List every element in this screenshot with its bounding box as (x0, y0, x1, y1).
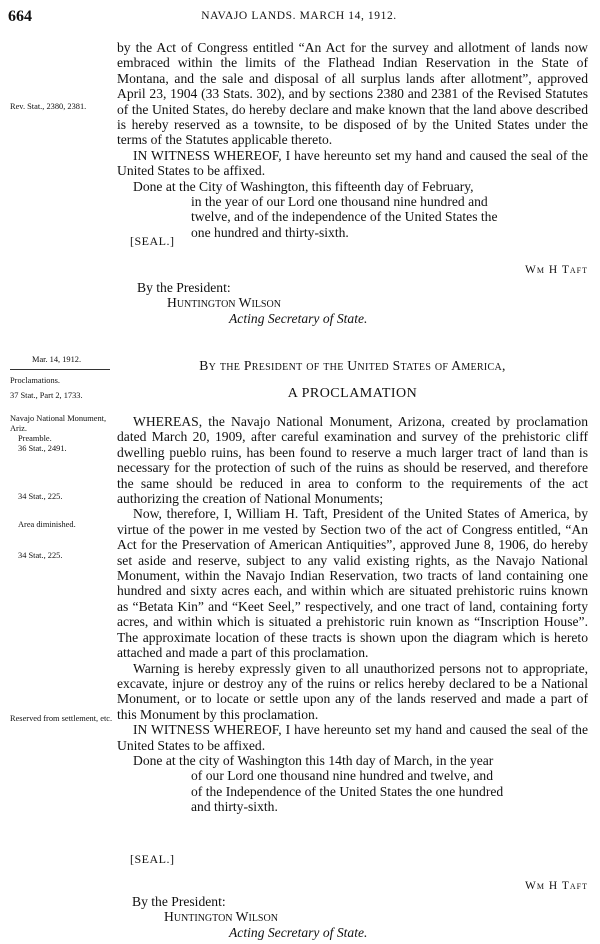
previous-proclamation-body (117, 40, 588, 240)
proclamation-title: A PROCLAMATION (287, 386, 418, 401)
margin-note-stat-36: 36 Stat., 2491. (18, 444, 67, 453)
by-president: By the President: (137, 280, 231, 295)
done-line: one hundred and thirty-sixth. (191, 224, 349, 240)
running-header (8, 8, 590, 26)
done-line: and thirty-sixth. (191, 799, 278, 815)
done-line: in the year of our Lord one thousand nine hundred and (191, 194, 488, 210)
done-line: of our Lord one thousand nine hundred and twelve, and (191, 768, 494, 784)
attestation (137, 280, 577, 326)
signature: Wm H Taft (525, 264, 588, 276)
secretary-name: Huntington Wilson (164, 909, 278, 925)
whereas-clause: WHEREAS, the Navajo National Monument, Arizona, created by proclamation dated March 20, 1909, after careful examination and survey of the prehistoric cliff dwelling pueblo ruins, has been found to reserve a much larger tract of land than is necessary for the protection of such of the ruins as should be reserved, and therefore the same should be reduced in area to conform to the requirements of the act authorizing the creation of National Monuments; (117, 414, 588, 507)
now-therefore-clause: Now, therefore, I, William H. Taft, President of the United States of America, by virtue of the power in me vested by Section two of the act of Congress entitled, “An Act for the Preservation of American Antiquities”, approved June 8, 1906, do hereby set aside and reserve, subject to any valid existing rights, as the Navajo National Monument, within the Navajo Indian Reservation, two tracts of land containing one hundred and sixty acres each, and within which are situated prehistoric ruins known as “Betata Kin” and “Keet Seel,” respectively, and one tract of land, containing forty acres, and within which is situated a prehistoric ruin known as “Inscription House”. The approximate location of these tracts is shown upon the diagram which is hereto attached and made a part of this proclamation. (117, 506, 588, 661)
margin-note-stat-37: 37 Stat., Part 2, 1733. (10, 391, 83, 400)
attestation (132, 894, 572, 925)
signature: Wm H Taft (525, 880, 588, 892)
done-line: twelve, and of the independence of the United States the (191, 209, 498, 225)
margin-note-reserved: Reserved from settlement, etc. (10, 714, 113, 723)
margin-note-preamble: Preamble. (18, 434, 52, 443)
proclamation-body (117, 414, 588, 815)
divider (10, 369, 110, 370)
done-line: Done at the City of Washington, this fifteenth day of February, (133, 178, 474, 194)
done-line: Done at the city of Washington this 14th day of March, in the year (133, 752, 494, 768)
done-line: of the Independence of the United States the one hundred (191, 783, 504, 799)
margin-note-date: Mar. 14, 1912. (32, 355, 82, 364)
secretary-title: Acting Secretary of State. (229, 310, 368, 326)
margin-note-rev-stat: Rev. Stat., 2380, 2381. (10, 102, 87, 111)
page-number: 664 (8, 8, 32, 25)
witness-clause: IN WITNESS WHEREOF, I have hereunto set my hand and caused the seal of the United States to be affixed. (117, 147, 588, 179)
running-title: NAVAJO LANDS. MARCH 14, 1912. (201, 10, 397, 22)
seal-mark: [SEAL.] (130, 852, 175, 866)
proclamation-heading: By the President of the United States of America, (199, 358, 506, 373)
margin-note-stat-34: 34 Stat., 225. (18, 551, 63, 560)
seal-mark: [SEAL.] (130, 234, 175, 248)
warning-clause: Warning is hereby expressly given to all unauthorized persons not to appropriate, excavate, injure or destroy any of the ruins or relics hereby declared to be a National Monument, or to locate or settle upon any of the lands reserved and made a part of this Monument by this proclamation. (117, 660, 588, 722)
margin-note-area: Area diminished. (18, 520, 76, 529)
paragraph-authority: by the Act of Congress entitled “An Act for the survey and allotment of lands now embraced within the limits of the Flathead Indian Reservation in the State of Montana, and the sale and disposal of all surplus lands after allotment”, approved April 23, 1904 (33 Stats. 302), and by sections 2380 and 2381 of the Revised Statutes of the United States, do hereby declare and make known that the land above described is hereby reserved as a townsite, to be disposed of by the United States under the terms of the Statutes applicable thereto. (117, 40, 588, 148)
secretary-name: Huntington Wilson (167, 295, 281, 311)
margin-note-navajo: Navajo National Monument, Ariz. (10, 414, 107, 433)
secretary-title: Acting Secretary of State. (229, 925, 368, 940)
by-president: By the President: (132, 894, 226, 909)
witness-clause: IN WITNESS WHEREOF, I have hereunto set my hand and caused the seal of the United States to be affixed. (117, 722, 588, 753)
margin-note-proclamations: Proclamations. (10, 376, 61, 385)
margin-note-stat-34: 34 Stat., 225. (18, 492, 63, 501)
